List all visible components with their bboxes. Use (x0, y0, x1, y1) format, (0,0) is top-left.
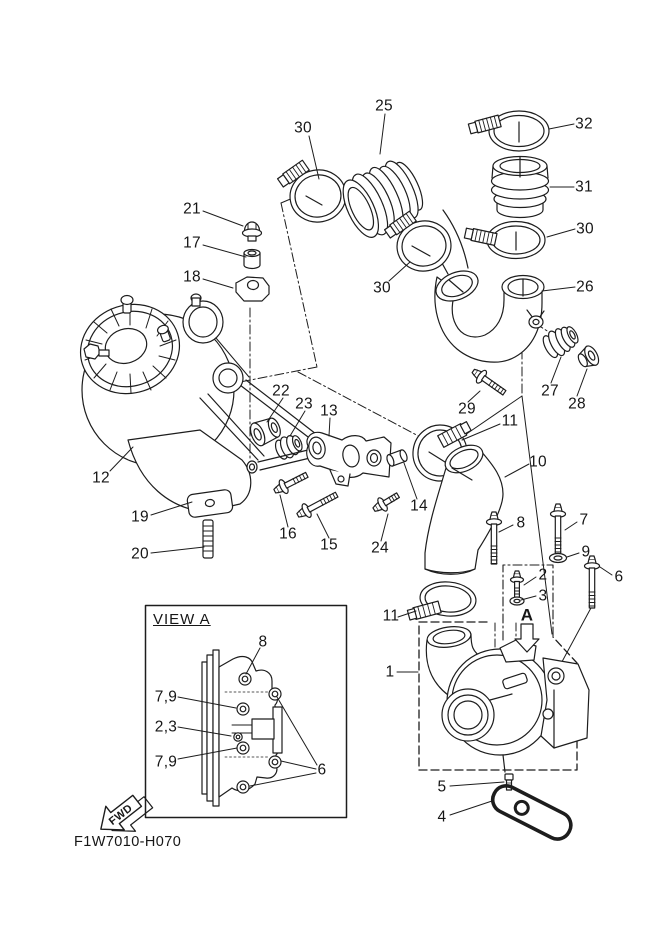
fwd-label: FWD (106, 802, 136, 828)
callout-31: 31 (575, 178, 593, 196)
callout-25: 25 (375, 97, 393, 115)
rubber-joint-31 (492, 157, 549, 218)
view-a-flange (202, 650, 282, 806)
callout-2: 2 (538, 566, 548, 584)
washer-9 (550, 554, 567, 563)
callout-17: 17 (183, 234, 201, 252)
hose-clamp-32 (468, 111, 549, 151)
hose-clamp-30a (277, 160, 350, 226)
spacer-17 (244, 250, 260, 269)
callout-30: 30 (373, 279, 391, 297)
grommet-27 (540, 321, 583, 361)
callout-15: 15 (320, 536, 338, 554)
callout-9: 9 (581, 543, 591, 561)
viewa-callout-79: 7,9 (154, 688, 178, 706)
callout-26: 26 (576, 278, 594, 296)
cap-nut-21 (243, 222, 262, 241)
view-a-box (146, 606, 347, 818)
viewa-callout-79b: 7,9 (154, 753, 178, 771)
callout-16: 16 (279, 525, 297, 543)
callout-30: 30 (576, 220, 594, 238)
hose-clamp-30b (384, 211, 455, 275)
callout-12: 12 (92, 469, 110, 487)
callout-3: 3 (538, 587, 548, 605)
callout-5: 5 (437, 778, 447, 796)
hose-clamp-30c (464, 222, 545, 259)
bolt-7 (551, 504, 566, 556)
elbow-pipe-26 (432, 265, 544, 362)
callout-22: 22 (272, 382, 290, 400)
callout-32: 32 (575, 115, 593, 133)
callout-21: 21 (183, 200, 201, 218)
bolt-2 (511, 571, 524, 600)
callout-7: 7 (579, 511, 589, 529)
viewa-callout-23: 2,3 (154, 718, 178, 736)
callout-23: 23 (295, 395, 313, 413)
washer-3 (510, 597, 524, 605)
callout-11: 11 (501, 412, 519, 430)
bolt-29 (469, 365, 509, 399)
bolt-16 (271, 468, 310, 498)
view-a-title: VIEW A (153, 611, 211, 628)
bolt-15 (294, 488, 340, 522)
callout-28: 28 (568, 395, 586, 413)
gasket-4 (488, 781, 575, 843)
viewa-callout-6: 6 (317, 761, 327, 779)
bolt-24 (370, 489, 402, 516)
callout-1: 1 (385, 663, 395, 681)
viewa-callout-8: 8 (258, 633, 268, 651)
hose-clamp-11b (407, 580, 477, 621)
callout-20: 20 (131, 545, 149, 563)
callout-11: 11 (382, 607, 400, 625)
callout-27: 27 (541, 382, 559, 400)
callout-4: 4 (437, 808, 447, 826)
callout-19: 19 (131, 508, 149, 526)
callout-24: 24 (371, 539, 389, 557)
callout-18: 18 (183, 268, 201, 286)
plug-28 (575, 344, 602, 371)
bolt-8 (487, 512, 502, 564)
bolt-6 (585, 556, 600, 608)
mount-damper-18 (236, 277, 269, 301)
callout-8: 8 (516, 514, 526, 532)
callout-14: 14 (410, 497, 428, 515)
stud-bolt-20 (203, 520, 213, 558)
callout-30: 30 (294, 119, 312, 137)
callout-6: 6 (614, 568, 624, 586)
callout-29: 29 (458, 400, 476, 418)
drawing-code: F1W7010-H070 (74, 834, 182, 850)
callout-13: 13 (320, 402, 338, 420)
direction-label-a: A (520, 605, 534, 625)
callout-10: 10 (529, 453, 547, 471)
